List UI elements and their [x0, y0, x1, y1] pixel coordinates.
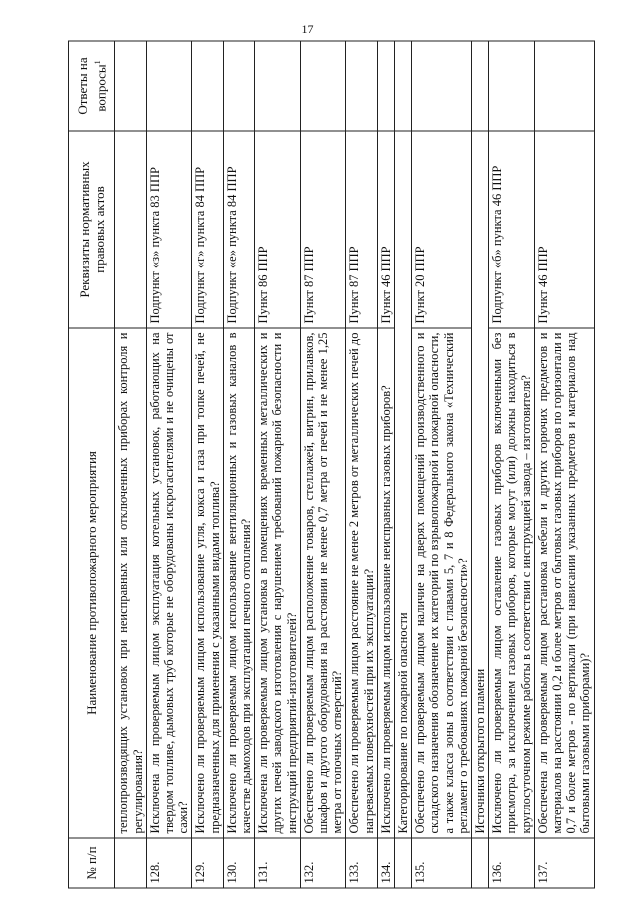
- table-row: [346, 41, 377, 888]
- cell-ref: Подпункт «г» пункта 84 ППР: [192, 131, 223, 328]
- cell-text: теплопроизводящих установок при неисправных или отключенных приборах контроля и регулирования?: [115, 328, 146, 838]
- cell-num: 133.: [346, 838, 377, 888]
- cell-text: Исключено ли проверяемым лицом использование угля, кокса и газа при топке печей, не предназначенных для применения с указанными видами топлива?: [192, 328, 223, 838]
- cell-num: [115, 838, 146, 888]
- cell-ref: Пункт 20 ППР: [412, 131, 472, 328]
- cell-num: 130.: [223, 838, 254, 888]
- cell-num: 129.: [192, 838, 223, 888]
- checklist-table: [68, 41, 595, 889]
- cell-answer: [300, 41, 346, 131]
- cell-ref: Пункт 46 ППР: [534, 131, 594, 328]
- cell-text: Исключено ли проверяемым лицом использование вентиляционных и газовых каналов в качестве дымоходов при эксплуатации печного отопления?: [223, 328, 254, 838]
- cell-ref: Пункт 86 ППР: [255, 131, 301, 328]
- cell-ref: Подпункт «з» пункта 83 ППР: [146, 131, 192, 328]
- section-title: Категорирование по пожарной опасности: [394, 131, 411, 838]
- cell-ref: Подпункт «б» пункта 46 ППР: [489, 131, 535, 328]
- section-num-cell: [394, 838, 411, 888]
- cell-answer: [255, 41, 301, 131]
- table-row: [255, 41, 301, 888]
- cell-answer: [377, 41, 394, 131]
- cell-text: Обеспечено ли проверяемым лицом расположение товаров, стеллажей, витрин, прилавков, шкафов и другого оборудования на расстоянии не менее 0,7 метра от печей и не менее 1,25 метра от топочных отверстий?: [300, 328, 346, 838]
- header-num: № п/п: [69, 838, 115, 888]
- section-answer-cell: [472, 41, 489, 131]
- cell-answer: [115, 41, 146, 131]
- cell-ref: Подпункт «е» пункта 84 ППР: [223, 131, 254, 328]
- header-answers-text: Ответы на вопросы: [75, 57, 109, 115]
- table-row: [534, 41, 594, 888]
- cell-ref: Пункт 87 ППР: [346, 131, 377, 328]
- section-answer-cell: [394, 41, 411, 131]
- cell-answer: [412, 41, 472, 131]
- table-row: [223, 41, 254, 888]
- page-number: 17: [301, 22, 314, 36]
- section-row: [394, 41, 411, 888]
- cell-answer: [489, 41, 535, 131]
- table-header-row: [69, 41, 115, 888]
- cell-num: 131.: [255, 838, 301, 888]
- cell-ref: [115, 131, 146, 328]
- table-row: [412, 41, 472, 888]
- cell-answer: [534, 41, 594, 131]
- cell-text: Исключено ли проверяемым лицом использование неисправных газовых приборов?: [377, 328, 394, 838]
- section-row: [472, 41, 489, 888]
- header-refs: Реквизиты нормативных правовых актов: [69, 131, 115, 328]
- cell-answer: [192, 41, 223, 131]
- cell-text: Обеспечена ли проверяемым лицом расстановка мебели и других горючих предметов и материалов на расстоянии 0,2 и более метров от бытовых газовых приборов по горизонтали и 0,7 и более метров - по вертикали (при нависании указанных предметов и материалов над бытовыми газовыми приборами)?: [534, 328, 594, 838]
- section-num-cell: [472, 838, 489, 888]
- cell-num: 134.: [377, 838, 394, 888]
- cell-num: 136.: [489, 838, 535, 888]
- cell-answer: [346, 41, 377, 131]
- table-row-continued: [115, 41, 146, 888]
- cell-answer: [223, 41, 254, 131]
- section-title: Источники открытого пламени: [472, 131, 489, 838]
- table-row: [489, 41, 535, 888]
- cell-text: Исключена ли проверяемым лицом установка в помещениях временных металлических и других печей заводского изготовления с нарушением требований пожарной безопасности и инструкций предприятий-изготовителей?: [255, 328, 301, 838]
- table-row: [146, 41, 192, 888]
- cell-num: 128.: [146, 838, 192, 888]
- cell-num: 135.: [412, 838, 472, 888]
- cell-text: Исключена ли проверяемым лицом эксплуатация котельных установок, работающих на твердом топливе, дымовых труб которые не оборудованы искрогасителями и не очищены от сажи?: [146, 328, 192, 838]
- cell-text: Исключено ли проверяемым лицом оставление газовых приборов включенными без присмотра, за исключением газовых приборов, которые могут (или) должны находиться в круглосуточном режиме работы в соответствии с инструкцией завода – изготовителя?: [489, 328, 535, 838]
- cell-text: Обеспечено ли проверяемым лицом расстояние не менее 2 метров от металлических печей до нагреваемых поверхностей при их эксплуатации?: [346, 328, 377, 838]
- rotated-page: [20, 10, 620, 895]
- cell-text: Обеспечено ли проверяемым лицом наличие на дверях помещений производственного и складского назначения обозначение их категорий по взрывопожарной и пожарной опасности, а также класса зоны в соответствии с главами 5, 7 и 8 Федерального закона «Технический регламент о требованиях пожарной безопасности»?: [412, 328, 472, 838]
- header-name: Наименование противопожарного мероприятия: [69, 328, 115, 838]
- table-row: [377, 41, 394, 888]
- table-row: [300, 41, 346, 888]
- header-answers: [69, 41, 115, 131]
- cell-ref: Пункт 87 ППР: [300, 131, 346, 328]
- cell-answer: [146, 41, 192, 131]
- cell-num: 137.: [534, 838, 594, 888]
- cell-num: 132.: [300, 838, 346, 888]
- table-row: [192, 41, 223, 888]
- cell-ref: Пункт 46 ППР: [377, 131, 394, 328]
- footnote-marker: 1: [93, 60, 102, 65]
